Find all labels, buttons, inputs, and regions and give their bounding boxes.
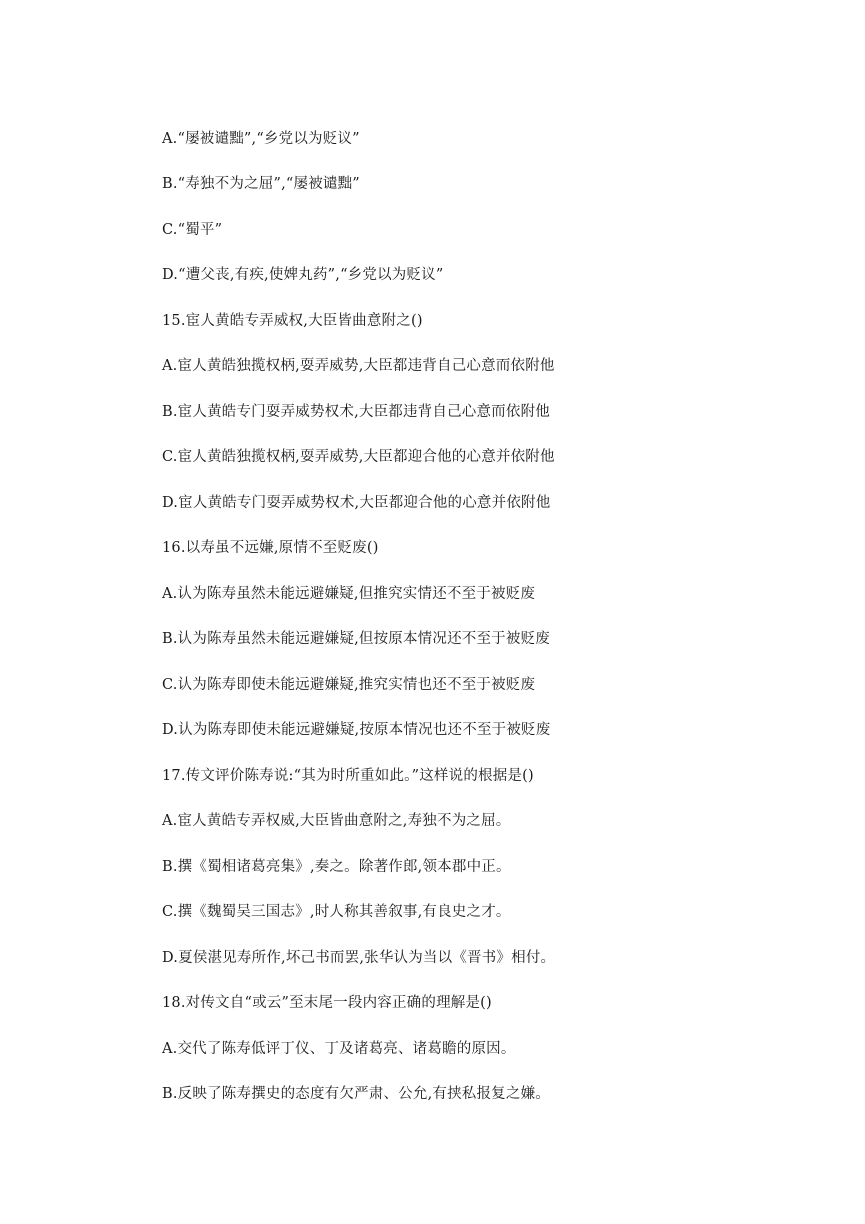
option-line: C.认为陈寿即使未能远避嫌疑,推究实情也还不至于被贬废: [162, 677, 536, 693]
option-line: D.认为陈寿即使未能远避嫌疑,按原本情况也还不至于被贬废: [162, 722, 551, 738]
option-line: D.夏侯湛见寿所作,坏己书而罢,张华认为当以《晋书》相付。: [162, 950, 556, 966]
option-line: C.宦人黄皓独揽权柄,耍弄威势,大臣都迎合他的心意并依附他: [162, 449, 555, 465]
question-16: 16.以寿虽不远嫌,原情不至贬废(): [162, 540, 379, 556]
text-line: B.“寿独不为之屈”,“屡被谴黜”: [162, 176, 360, 192]
option-line: A.认为陈寿虽然未能远避嫌疑,但推究实情还不至于被贬废: [162, 586, 536, 602]
text-line: A.“屡被谴黜”,“乡党以为贬议”: [162, 131, 360, 147]
question-15: 15.宦人黄皓专弄威权,大臣皆曲意附之(): [162, 313, 423, 329]
option-line: B.反映了陈寿撰史的态度有欠严肃、公允,有挟私报复之嫌。: [162, 1086, 550, 1102]
option-line: B.宦人黄皓专门耍弄威势权术,大臣都违背自己心意而依附他: [162, 404, 550, 420]
option-line: B.认为陈寿虽然未能远避嫌疑,但按原本情况还不至于被贬废: [162, 631, 550, 647]
question-17: 17.传文评价陈寿说:“其为时所重如此。”这样说的根据是(): [162, 768, 534, 784]
option-line: D.宦人黄皓专门耍弄威势权术,大臣都迎合他的心意并依附他: [162, 495, 551, 511]
option-line: C.撰《魏蜀吴三国志》,时人称其善叙事,有良史之才。: [162, 904, 511, 920]
option-line: B.撰《蜀相诸葛亮集》,奏之。除著作郎,领本郡中正。: [162, 859, 511, 875]
question-18: 18.对传文自“或云”至末尾一段内容正确的理解是(): [162, 995, 492, 1011]
option-line: A.宦人黄皓独揽权柄,耍弄威势,大臣都违背自己心意而依附他: [162, 358, 555, 374]
text-line: D.“遭父丧,有疾,使婢丸药”,“乡党以为贬议”: [162, 267, 444, 283]
text-line: C.“蜀平”: [162, 222, 223, 238]
option-line: A.宦人黄皓专弄权威,大臣皆曲意附之,寿独不为之屈。: [162, 813, 511, 829]
option-line: A.交代了陈寿低评丁仪、丁及诸葛亮、诸葛瞻的原因。: [162, 1041, 516, 1057]
